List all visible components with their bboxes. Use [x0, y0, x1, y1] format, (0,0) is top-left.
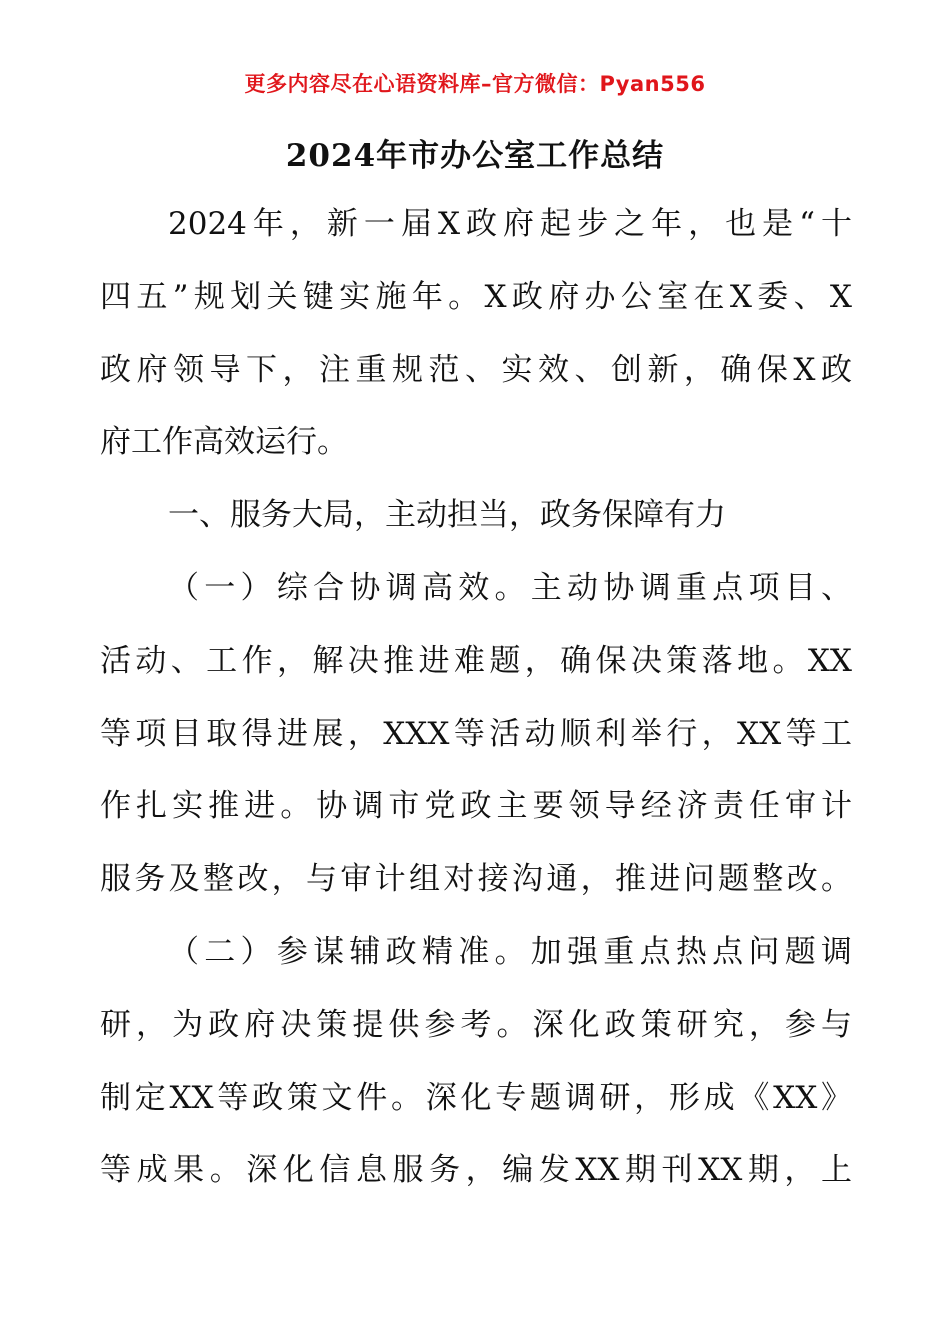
paragraph-line: 府工作高效运行。 — [100, 424, 348, 461]
paragraph-line: 等成果。深化信息服务，编发XX期刊XX期，上 — [100, 1152, 852, 1189]
paragraph-line: 制定XX等政策文件。深化专题调研，形成《XX》 — [100, 1079, 852, 1116]
watermark-header: 更多内容尽在心语资料库–官方微信：Pyan556 — [244, 72, 706, 96]
paragraph-line: 等项目取得进展，XXX等活动顺利举行，XX等工 — [100, 715, 852, 752]
paragraph-line: 服务及整改，与审计组对接沟通，推进问题整改。 — [100, 861, 852, 898]
paragraph-line: （二）参谋辅政精准。加强重点热点问题调 — [168, 933, 852, 970]
section-heading: 一、服务大局，主动担当，政务保障有力 — [168, 497, 726, 534]
paragraph-line: 四五”规划关键实施年。X政府办公室在X委、X — [100, 278, 852, 315]
document-title: 2024年市办公室工作总结 — [285, 138, 665, 174]
paragraph-line: 2024年，新一届X政府起步之年，也是“十 — [168, 206, 852, 242]
paragraph-line: 作扎实推进。协调市党政主要领导经济责任审计 — [100, 788, 852, 825]
paragraph-line: 政府领导下，注重规范、实效、创新，确保X政 — [100, 351, 852, 388]
paragraph-line: 活动、工作，解决推进难题，确保决策落地。XX — [100, 642, 852, 679]
document-body — [100, 196, 852, 1215]
paragraph-line: （一）综合协调高效。主动协调重点项目、 — [168, 569, 852, 606]
paragraph-line: 研，为政府决策提供参考。深化政策研究，参与 — [100, 1006, 852, 1043]
